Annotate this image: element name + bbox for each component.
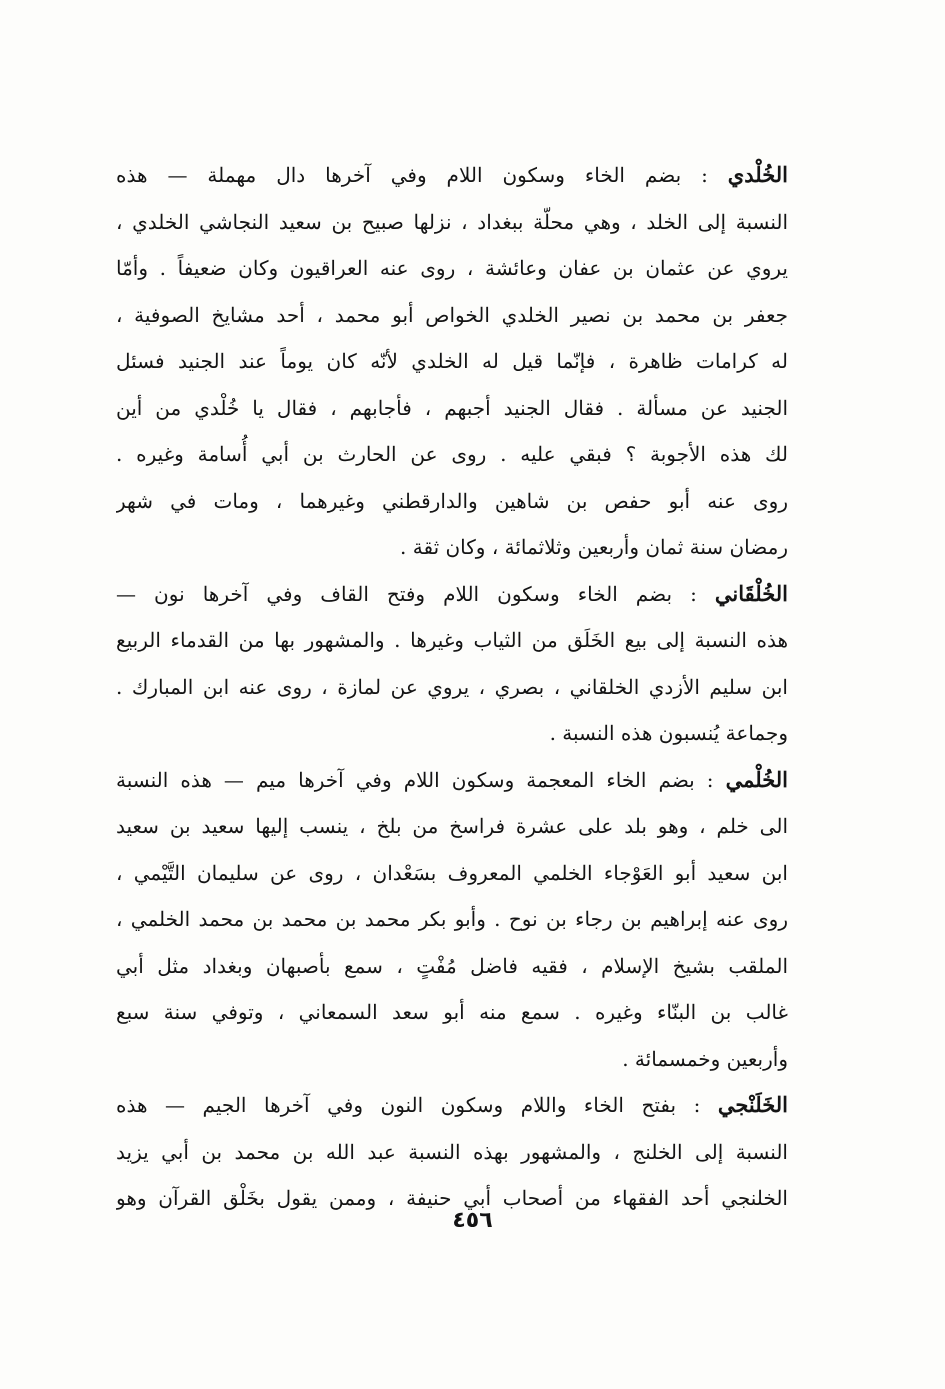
entry-line: غالب بن البنّاء وغيره . سمع منه أبو سعد السمعاني ، وتوفي سنة سبع xyxy=(116,1000,788,1024)
headword: الخَلَنْجي xyxy=(717,1092,788,1117)
entry-line: وجماعة يُنسبون هذه النسبة . xyxy=(549,721,788,745)
entry-khulmi xyxy=(116,757,788,1083)
entry-line: رمضان سنة ثمان وأربعين وثلاثمائة ، وكان ثقة . xyxy=(400,535,788,559)
entry-line: الخلنجي أحد الفقهاء من أصحاب أبي حنيفة ، وممن يقول بخَلْق القرآن وهو xyxy=(116,1186,788,1210)
entry-line: روى عنه إبراهيم بن رجاء بن نوح . وأبو بكر محمد بن محمد بن محمد الخلمي ، xyxy=(116,907,788,931)
entry-line: النسبة إلى الخلنج ، والمشهور بهذه النسبة عبد الله بن محمد بن أبي يزيد xyxy=(116,1139,788,1164)
headword: الخُلْدي xyxy=(727,162,788,187)
entry-line: ابن سليم الأزدي الخلقاني ، بصري ، يروي عن لمازة ، روى عنه ابن المبارك . xyxy=(116,674,788,699)
page-body xyxy=(116,152,788,1252)
entry-line: جعفر بن محمد بن نصير الخلدي الخواص أبو محمد ، أحد مشايخ الصوفية ، xyxy=(116,302,788,327)
headword: الخُلْمي xyxy=(725,766,788,792)
entry-line: الجنيد عن مسألة . فقال الجنيد أجبهم ، فأجابهم ، فقال يا خُلْدي من أين xyxy=(116,395,788,420)
entry-line: وأربعين وخمسمائة . xyxy=(622,1046,788,1071)
page-number: ٤٥٦ xyxy=(452,1208,493,1233)
entry-line: ابن سعيد أبو العَوْجاء الخلمي المعروف بسَعْدان ، روى عن سليمان التَّيْمي ، xyxy=(116,860,788,885)
entry-line: لك هذه الأجوبة ؟ فبقي عليه . روى عن الحارث بن أبي أُسامة وغيره . xyxy=(116,442,788,466)
entry-khulqani xyxy=(116,571,788,757)
entry-khalanji xyxy=(116,1082,788,1222)
entry-line: روى عنه أبو حفص بن شاهين والدارقطني وغيرهما ، ومات في شهر xyxy=(116,488,788,513)
entry-line: له كرامات ظاهرة ، فإنّما قيل له الخلدي لأنّه كان يوماً عند الجنيد فسئل xyxy=(116,349,788,373)
headword: الخُلْقَاني xyxy=(714,580,788,606)
entry-line: الخُلْدي : بضم الخاء وسكون اللام وفي آخرها دال مهملة — هذه xyxy=(116,162,788,187)
entry-line: هذه النسبة إلى بيع الخَلَق من الثياب وغيرها . والمشهور بها من القدماء الربيع xyxy=(116,628,788,652)
entry-line: الخُلْقَاني : بضم الخاء وسكون اللام وفتح القاف وفي آخرها نون — xyxy=(116,580,788,606)
entry-line: الخُلْمي : بضم الخاء المعجمة وسكون اللام وفي آخرها ميم — هذه النسبة xyxy=(116,766,788,792)
entry-line: الى خلم ، وهو بلد على عشرة فراسخ من بلخ ، ينسب إليها سعيد بن سعيد xyxy=(116,814,788,838)
entry-line: النسبة إلى الخلد ، وهي محلّة ببغداد ، نزلها صبيح بن سعيد النجاشي الخلدي ، xyxy=(116,209,788,234)
entry-khuldi xyxy=(116,152,788,571)
entry-line: الملقب بشيخ الإسلام ، فقيه فاضل مُفْتٍ ، سمع بأصبهان وبغداد مثل أبي xyxy=(116,953,788,978)
entry-line: يروي عن عثمان بن عفان وعائشة ، روى عنه العراقيون وكان ضعيفاً . وأمّا xyxy=(116,256,788,280)
entry-line: الخَلَنْجي : بفتح الخاء واللام وسكون النون وفي آخرها الجيم — هذه xyxy=(116,1092,788,1117)
